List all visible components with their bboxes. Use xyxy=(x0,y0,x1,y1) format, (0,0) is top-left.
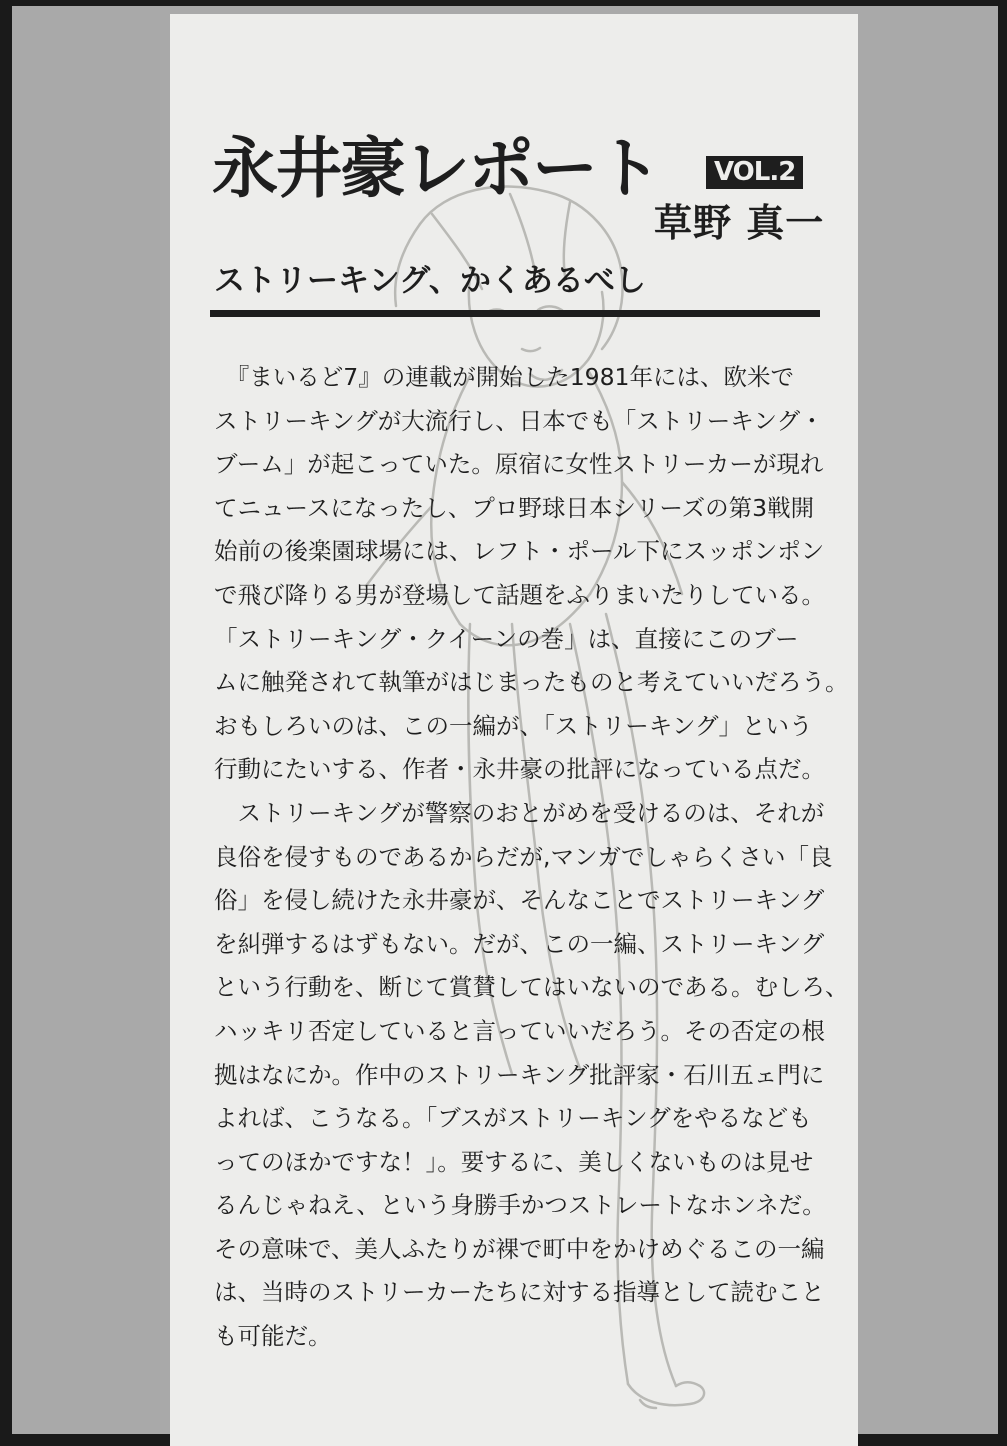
body-line: てニュースになったし、プロ野球日本シリーズの第3戦開 xyxy=(214,493,815,522)
body-line: 俗」を侵し続けた永井豪が、そんなことでストリーキング xyxy=(214,886,825,915)
page-sheet xyxy=(12,6,998,1434)
report-title: 永井豪レポート xyxy=(212,130,660,207)
body-line: その意味で、美人ふたりが裸で町中をかけめぐるこの一編 xyxy=(214,1234,825,1263)
body-line: よれば、こうなる。「ブスがストリーキングをやるなども xyxy=(214,1104,812,1133)
volume-badge: VOL.2 xyxy=(706,156,803,189)
body-line: 「ストリーキング・クイーンの巻」は、直接にこのブー xyxy=(214,624,799,653)
body-line: るんじゃねえ、という身勝手かつストレートなホンネだ。 xyxy=(214,1191,826,1220)
article-body xyxy=(214,356,849,1359)
body-line: という行動を、断じて賞賛してはいないのである。むしろ、 xyxy=(214,973,849,1002)
body-line: ストリーキングが警察のおとがめを受けるのは、それが xyxy=(214,798,825,827)
author-name: 草野 真一 xyxy=(654,201,825,245)
body-line: 『まいるど7』の連載が開始した1981年には、欧米で xyxy=(214,363,795,391)
body-line: も可能だ。 xyxy=(214,1322,332,1351)
body-line: ブーム」が起こっていた。原宿に女性ストリーカーが現れ xyxy=(214,450,824,479)
body-line: ってのほかですな！」。要するに、美しくないものは見せ xyxy=(214,1147,814,1176)
article-panel xyxy=(170,14,858,1446)
body-line: ハッキリ否定していると言っていいだろう。その否定の根 xyxy=(214,1016,825,1045)
body-line: おもしろいのは、この一編が、「ストリーキング」という xyxy=(214,711,813,740)
body-line: 行動にたいする、作者・永井豪の批評になっている点だ。 xyxy=(214,755,825,784)
article-subtitle: ストリーキング、かくあるべし xyxy=(214,263,646,299)
body-line: で飛び降りる男が登場して話題をふりまいたりしている。 xyxy=(214,580,825,609)
body-line: 始前の後楽園球場には、レフト・ポール下にスッポンポン xyxy=(214,537,825,566)
body-line: 良俗を侵すものであるからだが,マンガでしゃらくさい「良 xyxy=(214,842,833,871)
body-line: は、当時のストリーカーたちに対する指導として読むこと xyxy=(214,1278,825,1307)
body-line: 拠はなにか。作中のストリーキング批評家・石川五ェ門に xyxy=(214,1060,825,1089)
body-line: ムに触発されて執筆がはじまったものと考えていいだろう。 xyxy=(214,668,849,697)
title-divider xyxy=(210,310,820,317)
body-line: を糾弾するはずもない。だが、この一編、ストリーキング xyxy=(214,929,825,958)
body-line: ストリーキングが大流行し、日本でも「ストリーキング・ xyxy=(214,406,824,435)
sketch-foot xyxy=(628,1382,704,1405)
